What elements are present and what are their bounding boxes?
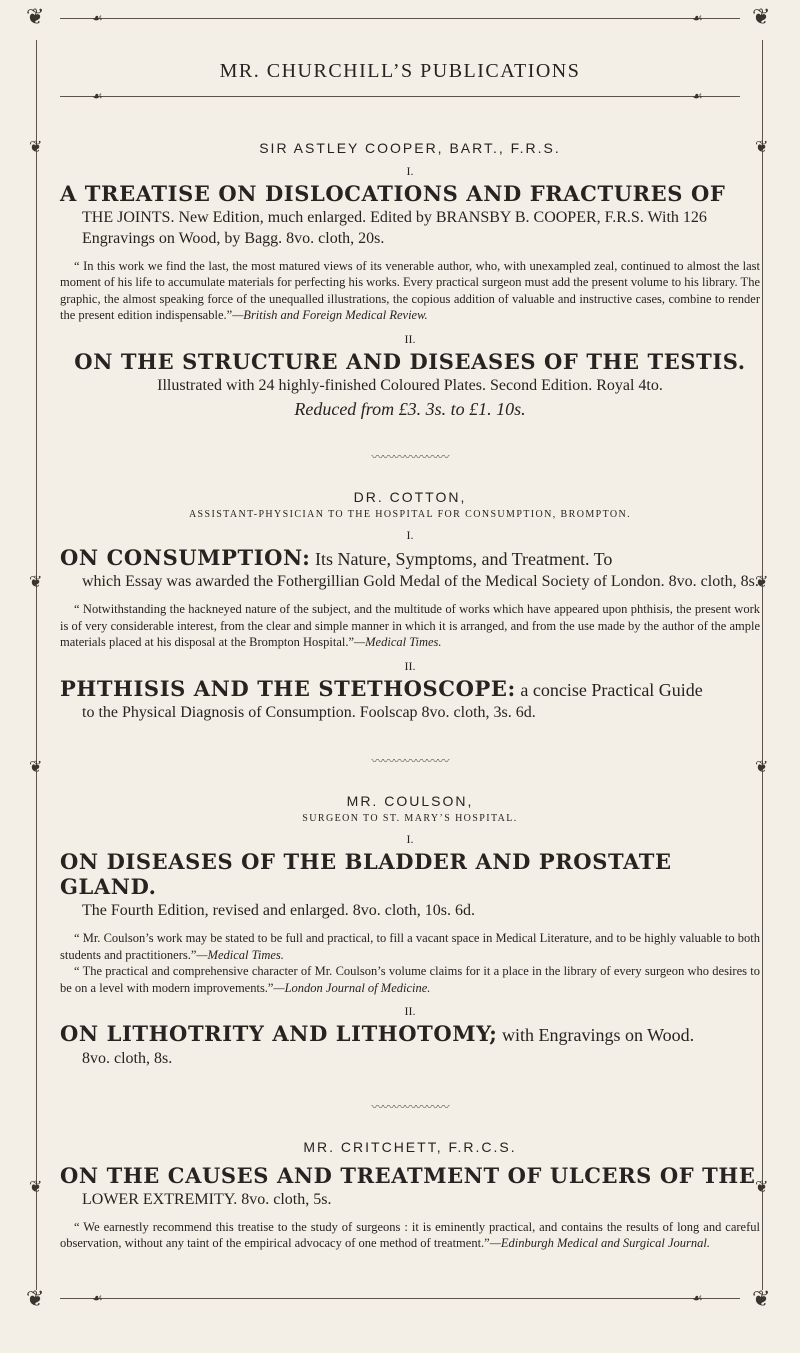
work-title-main: PHTHISIS AND THE STETHOSCOPE:: [60, 675, 516, 701]
work-title: ON THE STRUCTURE AND DISEASES OF THE TESTIS.: [74, 348, 746, 374]
work-price: Reduced from £3. 3s. to £1. 10s.: [294, 398, 526, 419]
review-source: —British and Foreign Medical Review.: [232, 308, 428, 323]
review-quote: [60, 930, 760, 963]
work-title: [60, 545, 760, 571]
author-section-critchett: [60, 1139, 760, 1252]
corner-fleuron-top-left: ❦: [26, 4, 45, 29]
work-numeral: II.: [404, 1004, 416, 1019]
work-title-tail: with Engravings on Wood.: [497, 1025, 695, 1046]
work-description: THE JOINTS. New Edition, much enlarged. Edited by BRANSBY B. COOPER, F.R.S. With 126 Engravings on Wood, by Bagg. 8vo. cloth, 20s.: [82, 209, 707, 247]
work-numeral: I.: [406, 832, 414, 847]
rule-ornament-bottom-right: ☙: [692, 1291, 703, 1305]
review-source: —Medical Times.: [354, 635, 442, 650]
author-name: SIR ASTLEY COOPER, BART., F.R.S.: [259, 140, 561, 156]
review-quote: [60, 963, 760, 996]
running-head: MR. CHURCHILL’S PUBLICATIONS: [219, 60, 581, 82]
side-ornament-left-1: ❦: [29, 139, 43, 156]
work-title-tail: a concise Practical Guide: [515, 679, 703, 700]
work-numeral: II.: [404, 658, 416, 673]
wavy-divider: 〰〰〰〰〰〰〰: [371, 449, 449, 464]
content-column: [60, 140, 760, 1252]
review-quote: [60, 601, 760, 651]
author-name: DR. COTTON,: [353, 488, 467, 505]
review-quote: [60, 258, 760, 324]
work-title: [60, 1021, 760, 1047]
author-section-coulson: [60, 793, 760, 1070]
work-numeral: I.: [406, 164, 414, 178]
work-numeral: II.: [404, 331, 416, 346]
side-ornament-left-2: ❦: [29, 574, 43, 591]
frame-top-rule: [60, 18, 740, 19]
review-quote: [60, 1219, 760, 1252]
work-title-tail: Its Nature, Symptoms, and Treatment. To: [310, 548, 613, 569]
rule-ornament-bottom-left: ☙: [92, 1291, 103, 1305]
review-text: “ In this work we find the last, the most matured views of its venerable author, who, with unexampled zeal, continued to almost the last moment of his life to accumulate materials for perfecting his works. Every practical surgeon must add the present volume to his library. The graphic, the almost speaking force of the unequalled illustrations, the copious addition of valuable and instructive cases, combine to render the present edition indispensable.”: [60, 258, 760, 323]
work-title: A TREATISE ON DISLOCATIONS AND FRACTURES OF: [60, 181, 726, 206]
side-ornament-right-2: ❦: [755, 574, 769, 591]
corner-fleuron-bottom-right: ❦: [752, 1286, 771, 1311]
work-description: The Fourth Edition, revised and enlarged. 8vo. cloth, 10s. 6d.: [82, 902, 475, 920]
wavy-divider: 〰〰〰〰〰〰〰: [371, 1099, 449, 1114]
review-text: “ We earnestly recommend this treatise to the study of surgeons : it is eminently practical, and contains the results of long and careful observation, without any taint of the empirical advocacy of one method of treatment.”: [60, 1219, 760, 1251]
work-description: which Essay was awarded the Fothergillian Gold Medal of the Medical Society of London. 8vo. cloth, 8s.: [82, 573, 759, 591]
side-ornament-right-3: ❦: [755, 759, 769, 776]
author-section-cooper: [60, 140, 760, 420]
work-title: [60, 676, 760, 702]
rule-ornament-top-left: ☙: [92, 11, 103, 25]
frame-right-rule: [762, 40, 763, 1290]
work-title-main: ON CONSUMPTION:: [60, 544, 311, 570]
work-description: LOWER EXTREMITY. 8vo. cloth, 5s.: [82, 1190, 332, 1208]
side-ornament-right-1: ❦: [755, 139, 769, 156]
side-ornament-left-3: ❦: [29, 759, 43, 776]
review-text: “ The practical and comprehensive character of Mr. Coulson’s volume claims for it a place in the library of every surgeon who desires to be on a level with modern improvements.”: [60, 964, 760, 995]
rule-ornament-header-left: ☙: [92, 89, 103, 103]
wavy-divider: 〰〰〰〰〰〰〰: [371, 754, 449, 769]
corner-fleuron-top-right: ❦: [752, 4, 771, 29]
review-source: —London Journal of Medicine.: [273, 980, 431, 995]
frame-bottom-rule: [60, 1298, 740, 1299]
frame-header-rule: [60, 96, 740, 97]
work-description: 8vo. cloth, 8s.: [82, 1049, 173, 1067]
review-text: “ Notwithstanding the hackneyed nature of the subject, and the multitude of works which have appeared upon phthisis, the present work is of very considerable interest, from the clear and simple manner in which it is arranged, and from the use made by the author of the ample materials placed at his disposal at the Brompton Hospital.”: [60, 602, 760, 650]
rule-ornament-header-right: ☙: [692, 89, 703, 103]
work-title: ON THE CAUSES AND TREATMENT OF ULCERS OF THE: [60, 1162, 756, 1188]
work-title: ON DISEASES OF THE BLADDER AND PROSTATE GLAND.: [60, 849, 672, 900]
review-source: —Medical Times.: [196, 947, 284, 962]
frame-left-rule: [36, 40, 37, 1290]
work-description: Illustrated with 24 highly-finished Coloured Plates. Second Edition. Royal 4to.: [157, 376, 663, 394]
side-ornament-left-4: ❦: [29, 1179, 43, 1196]
author-position: SURGEON TO ST. MARY’S HOSPITAL.: [302, 813, 518, 825]
author-name: MR. CRITCHETT, F.R.C.S.: [303, 1138, 517, 1155]
work-numeral: I.: [406, 527, 414, 542]
review-source: —Edinburgh Medical and Surgical Journal.: [489, 1236, 710, 1251]
author-name: MR. COULSON,: [346, 793, 474, 810]
corner-fleuron-bottom-left: ❦: [26, 1286, 45, 1311]
work-title-main: ON LITHOTRITY AND LITHOTOMY;: [60, 1021, 498, 1047]
rule-ornament-top-right: ☙: [692, 11, 703, 25]
side-ornament-right-4: ❦: [755, 1179, 769, 1196]
author-section-cotton: [60, 489, 760, 724]
work-description: to the Physical Diagnosis of Consumption. Foolscap 8vo. cloth, 3s. 6d.: [82, 704, 536, 722]
author-position: ASSISTANT-PHYSICIAN TO THE HOSPITAL FOR CONSUMPTION, BROMPTON.: [188, 508, 632, 520]
review-text: “ Mr. Coulson’s work may be stated to be full and practical, to fill a vacant space in Medical Literature, and to be highly valuable to both students and practitioners.”: [60, 931, 760, 962]
